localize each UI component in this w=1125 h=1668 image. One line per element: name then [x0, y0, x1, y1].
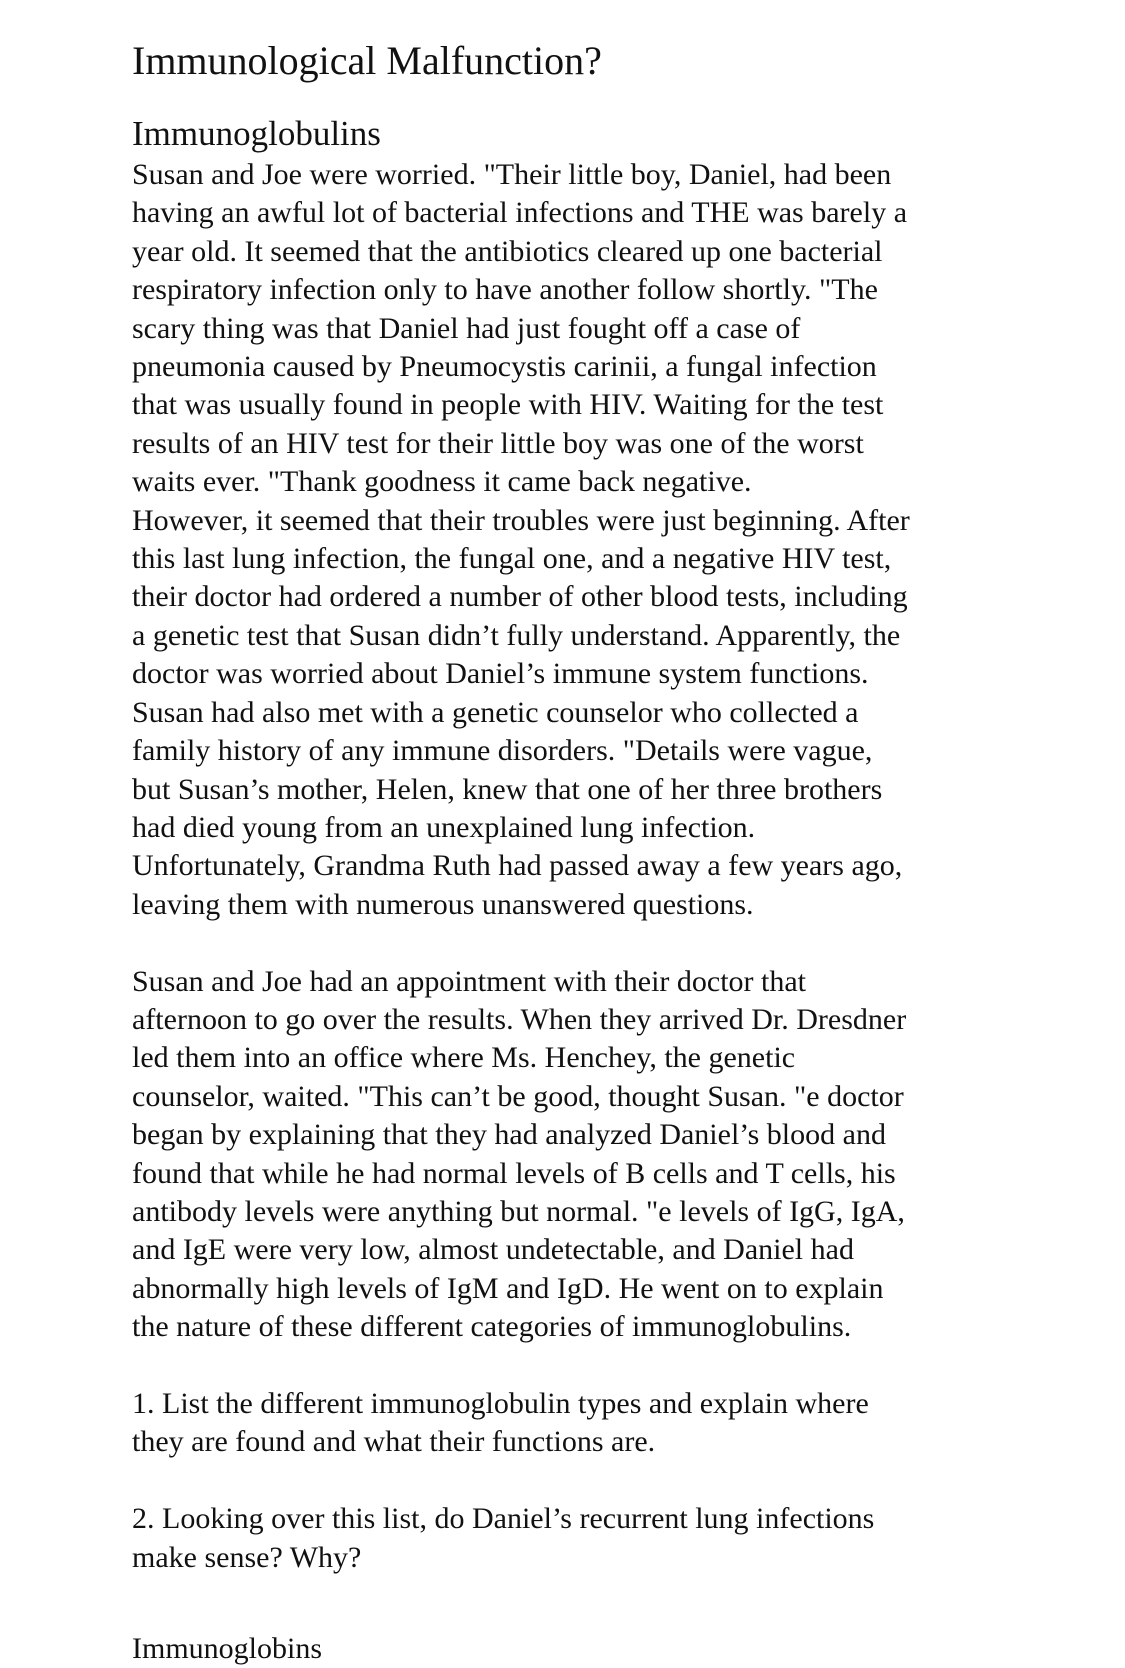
text-line: the nature of these different categories of immunoglobulins. [132, 1310, 852, 1344]
text-line: 2. Looking over this list, do Daniel’s recurrent lung infections [132, 1502, 875, 1536]
document-page [132, 34, 1012, 1577]
text-line: doctor was worried about Daniel’s immune system functions. [132, 657, 869, 691]
text-line: family history of any immune disorders. "Details were vague, [132, 734, 873, 768]
text-line: their doctor had ordered a number of other blood tests, including [132, 580, 908, 614]
text-line: 1. List the different immunoglobulin types and explain where [132, 1386, 869, 1420]
text-line: respiratory infection only to have another follow shortly. "The [132, 273, 878, 307]
story-paragraph-1 [132, 156, 1012, 502]
page-title: Immunological Malfunction? [132, 38, 602, 83]
text-line: counselor, waited. "This can’t be good, thought Susan. "e doctor [132, 1079, 904, 1113]
text-line: they are found and what their functions are. [132, 1425, 656, 1459]
text-line: Unfortunately, Grandma Ruth had passed away a few years ago, [132, 849, 903, 883]
story-paragraph-3 [132, 963, 1012, 1347]
text-line: Susan and Joe were worried. "Their little boy, Daniel, had been [132, 158, 892, 191]
text-line: scary thing was that Daniel had just fought off a case of [132, 311, 801, 345]
text-line: had died young from an unexplained lung infection. [132, 810, 756, 844]
question-1 [132, 1385, 1012, 1462]
text-line: make sense? Why? [132, 1540, 362, 1574]
text-line: However, it seemed that their troubles were just beginning. After [132, 503, 910, 537]
text-line: leaving them with numerous unanswered questions. [132, 887, 754, 921]
text-line: abnormally high levels of IgM and IgD. He went on to explain [132, 1271, 884, 1305]
text-line: waits ever. "Thank goodness it came back negative. [132, 465, 752, 499]
text-line: led them into an office where Ms. Henchey, the genetic [132, 1041, 796, 1075]
text-line: that was usually found in people with HIV. Waiting for the test [132, 388, 884, 422]
text-line: pneumonia caused by Pneumocystis carinii, a fungal infection [132, 350, 877, 384]
cut-off-next-heading: Immunoglobins [132, 1632, 323, 1665]
text-line: year old. It seemed that the antibiotics cleared up one bacterial [132, 234, 883, 268]
text-line: but Susan’s mother, Helen, knew that one of her three brothers [132, 772, 883, 806]
story-paragraph-2 [132, 502, 1012, 924]
text-line: results of an HIV test for their little boy was one of the worst [132, 426, 864, 460]
text-line: found that while he had normal levels of B cells and T cells, his [132, 1156, 896, 1190]
question-2 [132, 1500, 1012, 1577]
text-line: having an awful lot of bacterial infections and THE was barely a [132, 196, 908, 230]
text-line: afternoon to go over the results. When they arrived Dr. Dresdner [132, 1002, 907, 1036]
text-line: began by explaining that they had analyzed Daniel’s blood and [132, 1118, 886, 1152]
text-line: Susan had also met with a genetic counselor who collected a [132, 695, 859, 729]
text-line: antibody levels were anything but normal. "e levels of IgG, IgA, [132, 1194, 905, 1228]
text-line: and IgE were very low, almost undetectable, and Daniel had [132, 1233, 854, 1267]
section-heading: Immunoglobulins [132, 114, 381, 153]
text-line: a genetic test that Susan didn’t fully understand. Apparently, the [132, 618, 901, 652]
text-line: Susan and Joe had an appointment with their doctor that [132, 964, 807, 998]
text-line: this last lung infection, the fungal one, and a negative HIV test, [132, 542, 892, 576]
